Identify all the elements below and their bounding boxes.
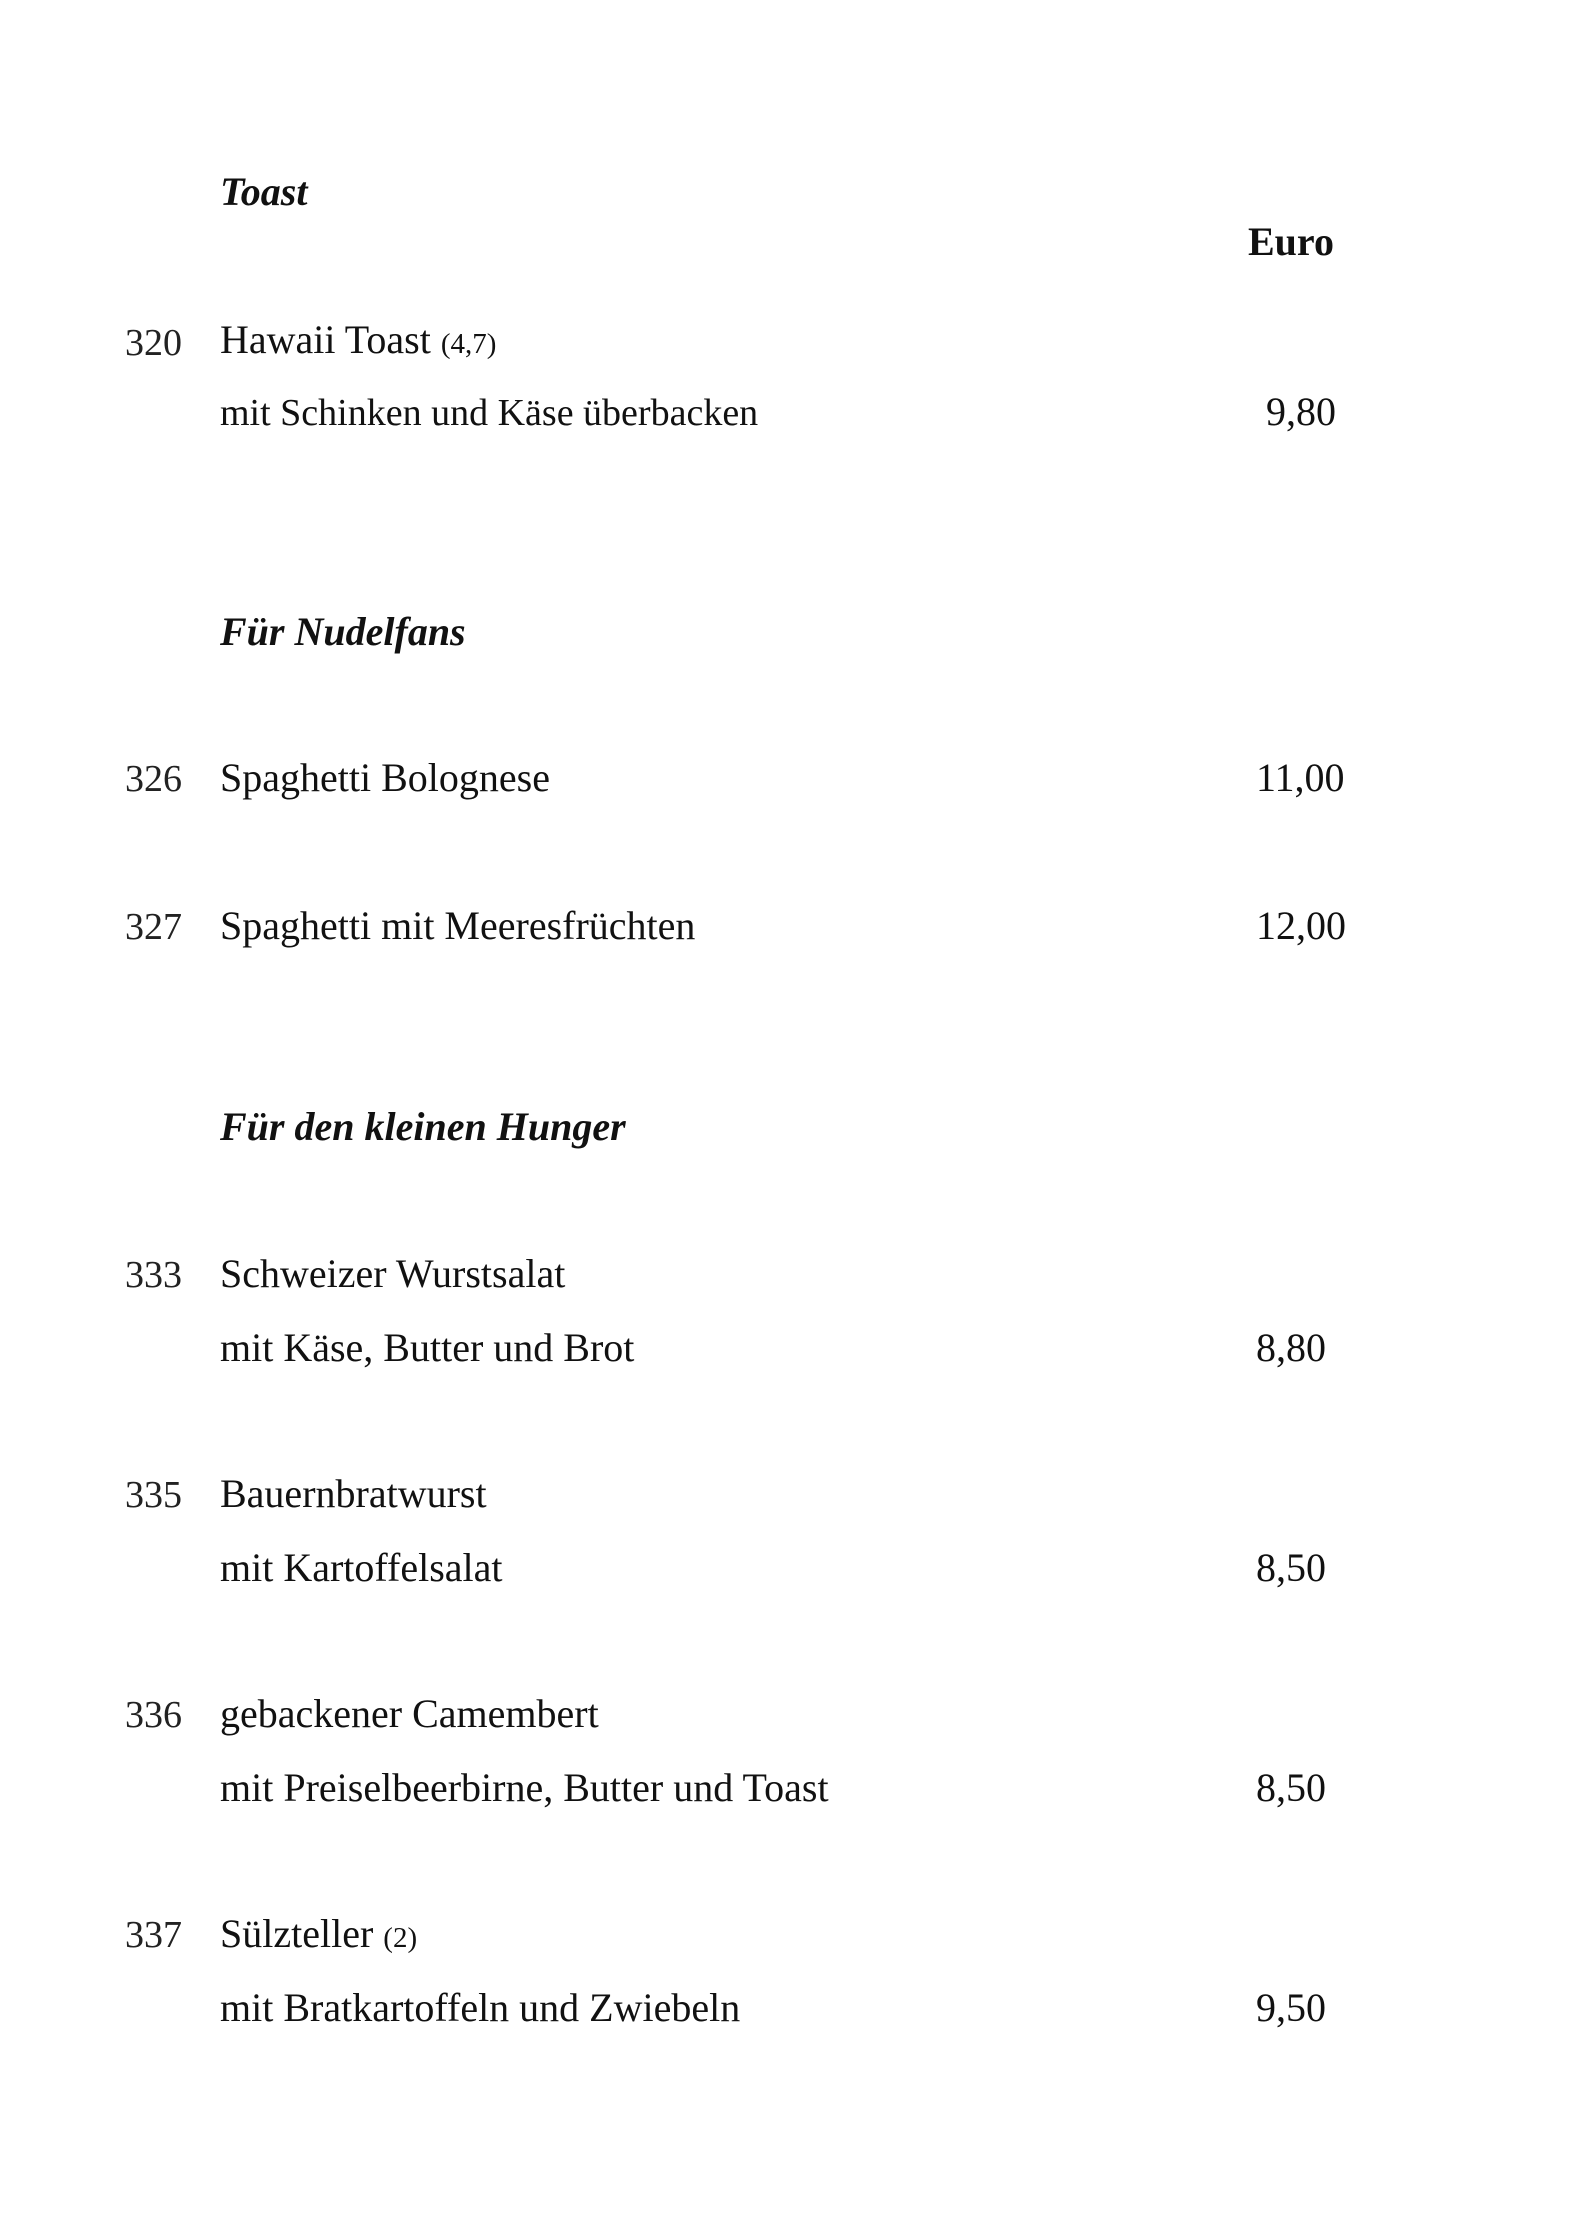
item-name: Schweizer Wurstsalat [220,1251,566,1296]
item-name [220,1911,418,1956]
item-price: 9,80 [1266,389,1336,434]
section-title-toast: Toast [220,169,308,214]
item-description: mit Käse, Butter und Brot [220,1325,635,1370]
item-price: 12,00 [1256,903,1346,948]
item-price: 8,80 [1256,1325,1326,1370]
allergen-codes: (4,7) [440,328,497,360]
item-price: 8,50 [1256,1765,1326,1810]
item-price: 11,00 [1256,755,1345,800]
item-name-text: Hawaii Toast [220,317,431,362]
item-name-text: Sülzteller [220,1911,374,1956]
item-name: gebackener Camembert [220,1691,599,1736]
item-description: mit Preiselbeerbirne, Butter und Toast [220,1765,829,1810]
item-name: Spaghetti mit Meeresfrüchten [220,903,696,948]
item-name [220,317,497,362]
item-price: 8,50 [1256,1545,1326,1590]
allergen-codes: (2) [383,1922,418,1954]
item-name: Spaghetti Bolognese [220,755,550,800]
item-number: 335 [125,1474,182,1516]
item-price: 9,50 [1256,1985,1326,2030]
item-description: mit Schinken und Käse überbacken [220,392,759,434]
item-number: 336 [125,1694,182,1736]
section-title-nudelfans: Für Nudelfans [220,609,466,654]
section-title-kleiner-hunger: Für den kleinen Hunger [220,1104,626,1149]
item-number: 320 [125,322,182,364]
item-number: 333 [125,1254,182,1296]
item-description: mit Bratkartoffeln und Zwiebeln [220,1985,741,2030]
item-number: 326 [125,758,182,800]
currency-header: Euro [1248,219,1334,264]
item-number: 327 [125,906,182,948]
item-description: mit Kartoffelsalat [220,1545,503,1590]
item-name: Bauernbratwurst [220,1471,487,1516]
item-number: 337 [125,1914,182,1956]
